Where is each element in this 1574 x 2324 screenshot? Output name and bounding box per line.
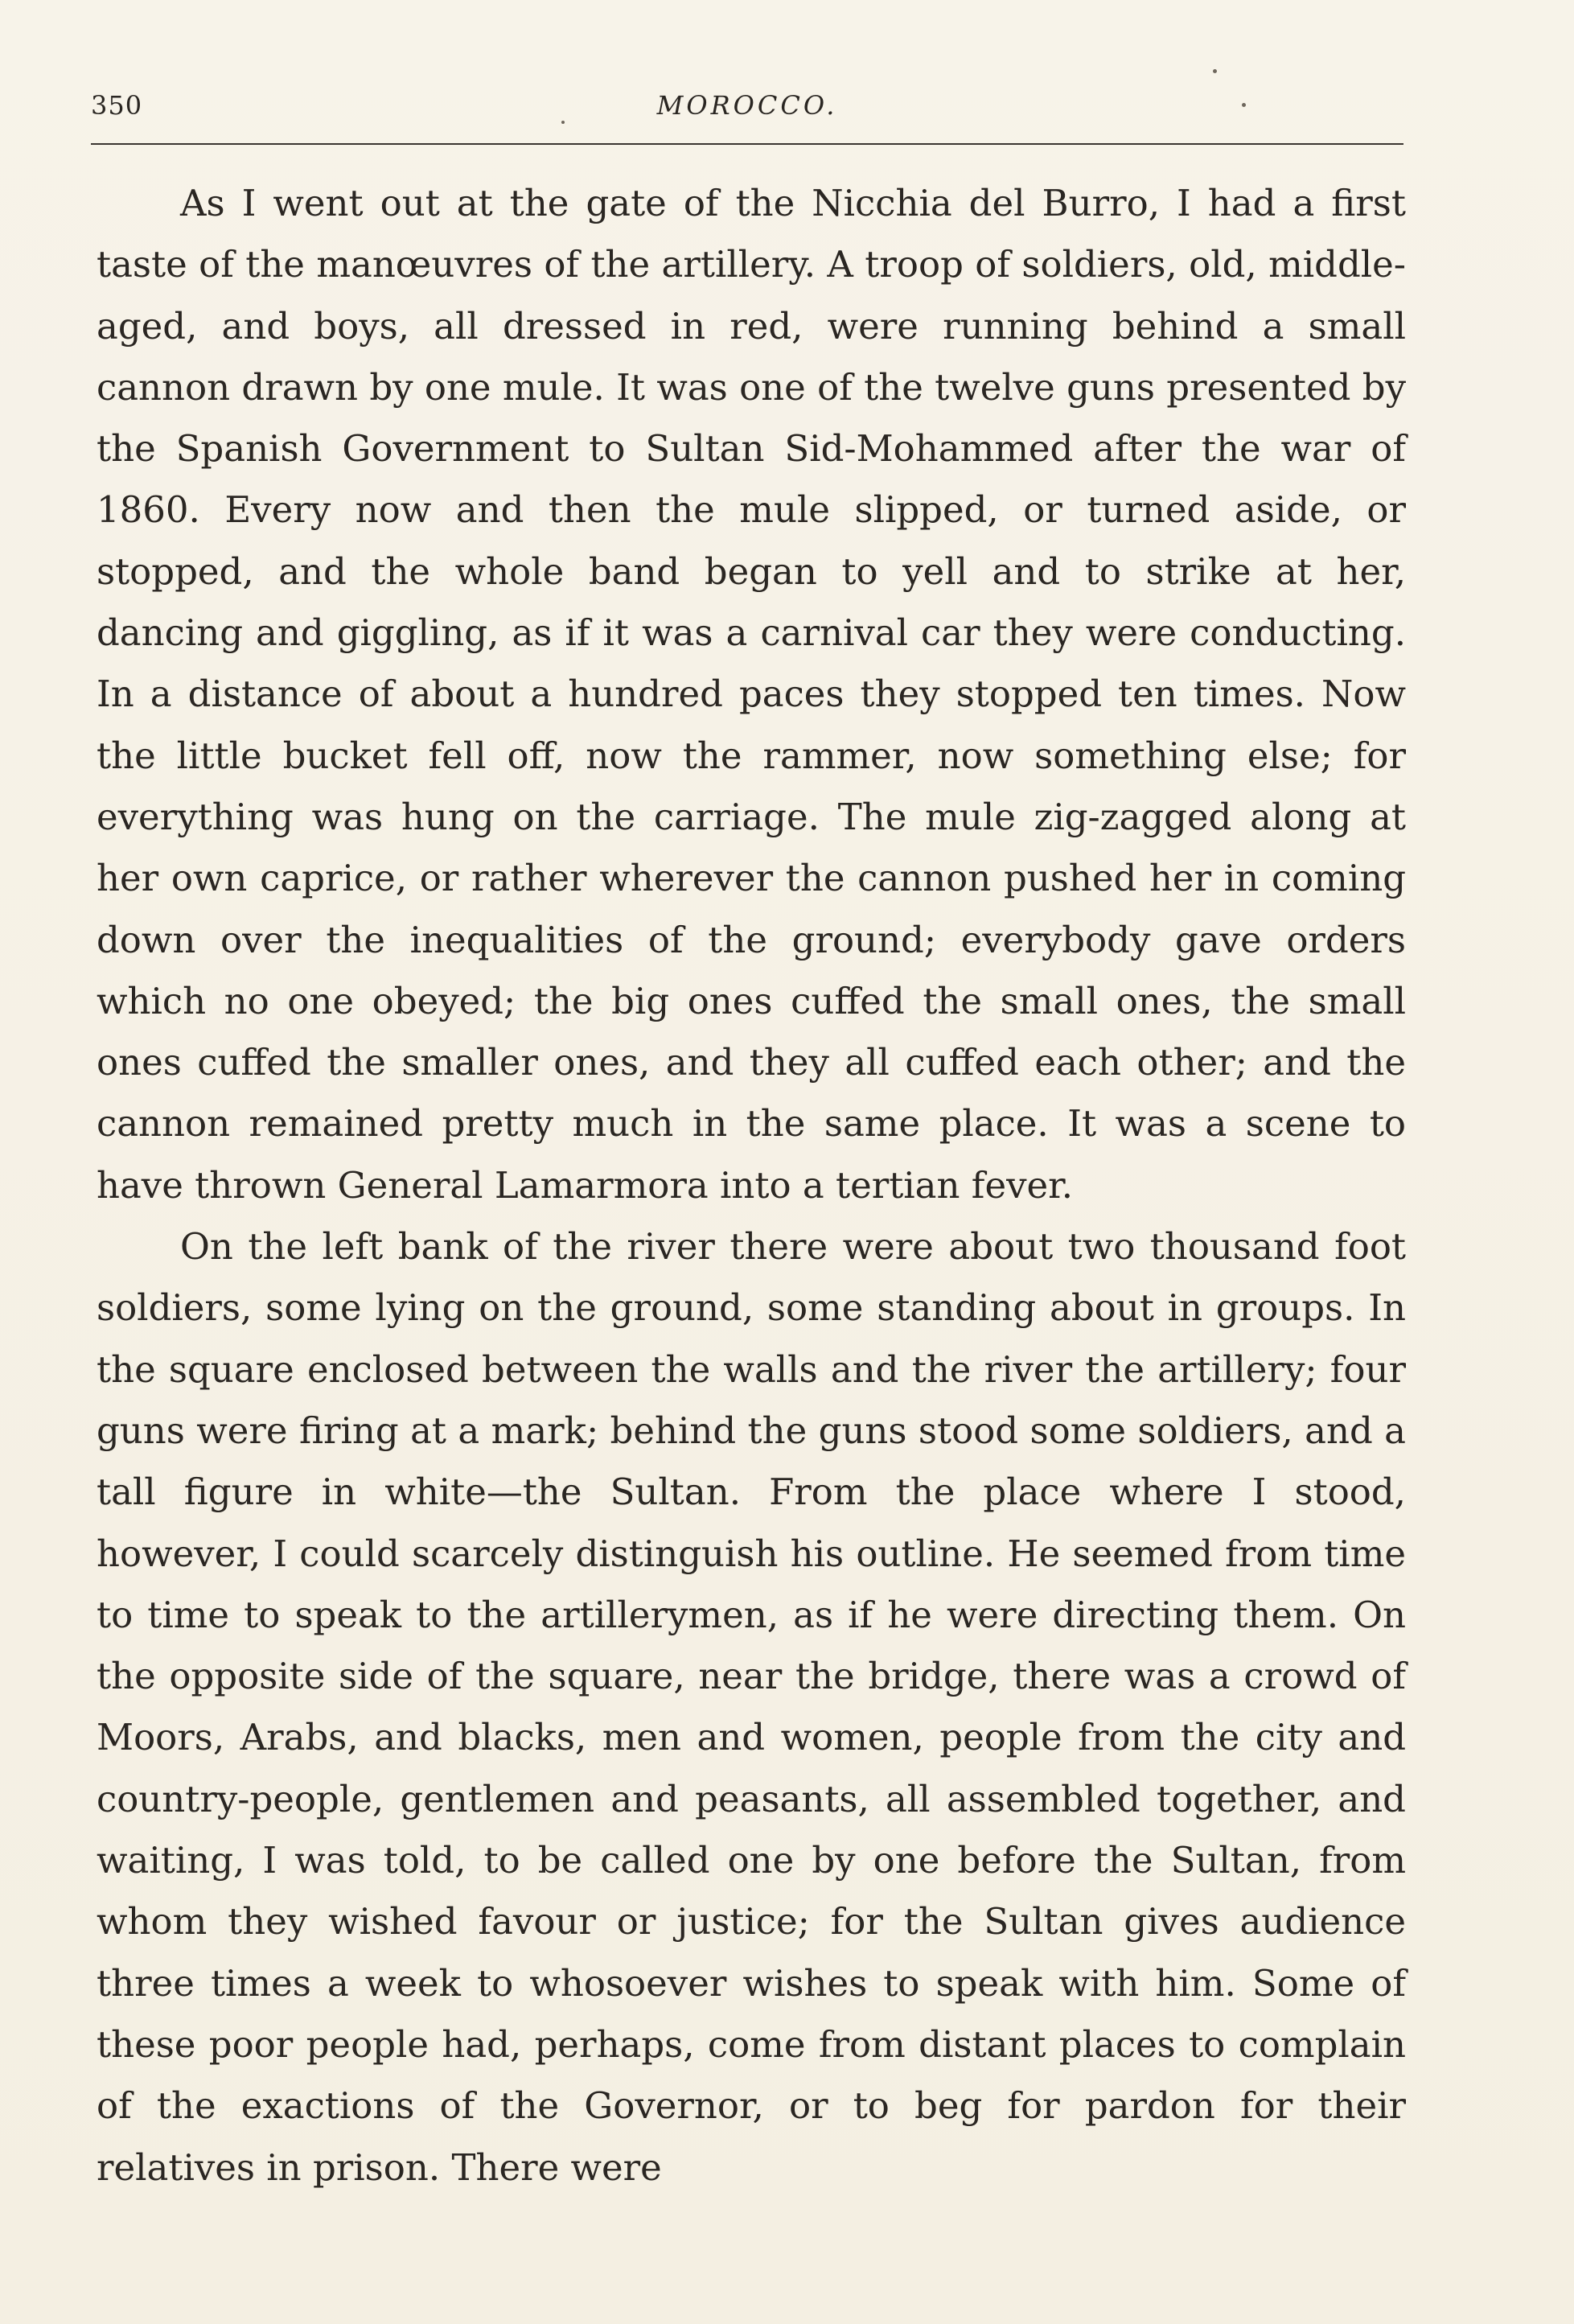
print-speck <box>1213 69 1217 73</box>
running-title: MOROCCO. <box>656 90 838 121</box>
paragraph-2: On the left bank of the river there were about two thousand foot soldiers, some lying on the ground, some standing about in groups. In the square enclosed between the walls and the river the artillery; four guns were firing at a mark; behind the guns stood some soldiers, and a tall figure in white—the Sultan. From the place where I stood, however, I could scarcely distinguish his outline. He seemed from time to time to speak to the artillerymen, as if he were directing them. On the opposite side of the square, near the bridge, there was a crowd of Moors, Arabs, and blacks, men and women, people from the city and country-people, gentlemen and peasants, all assembled together, and waiting, I was told, to be called one by one before the Sultan, from whom they wished favour or justice; for the Sultan gives audience three times a week to whosoever wishes to speak with him. Some of these poor people had, perhaps, come from distant places to complain of the exactions of the Governor, or to beg for pardon for their relatives in prison. There were <box>97 1225 1406 2189</box>
body-text <box>97 173 1406 2199</box>
page-header <box>91 90 1403 138</box>
header-rule <box>91 143 1403 145</box>
print-speck <box>561 121 565 124</box>
page-number: 350 <box>91 90 143 121</box>
print-speck <box>1242 103 1246 107</box>
paragraph-1: As I went out at the gate of the Nicchia del Burro, I had a first taste of the manœuvres of the artillery. A troop of soldiers, old, middle-aged, and boys, all dressed in red, were running behind a small cannon drawn by one mule. It was one of the twelve guns presented by the Spanish Government to Sultan Sid-Mohammed after the war of 1860. Every now and then the mule slipped, or turned aside, or stopped, and the whole band began to yell and to strike at her, dancing and giggling, as if it was a carnival car they were conducting. In a distance of about a hundred paces they stopped ten times. Now the little bucket fell off, now the rammer, now something else; for everything was hung on the carriage. The mule zig-zagged along at her own caprice, or rather wherever the cannon pushed her in coming down over the inequalities of the ground; everybody gave orders which no one obeyed; the big ones cuffed the small ones, the small ones cuffed the smaller ones, and they all cuffed each other; and the cannon remained pretty much in the same place. It was a scene to have thrown General Lamarmora into a tertian fever. <box>97 182 1406 1207</box>
